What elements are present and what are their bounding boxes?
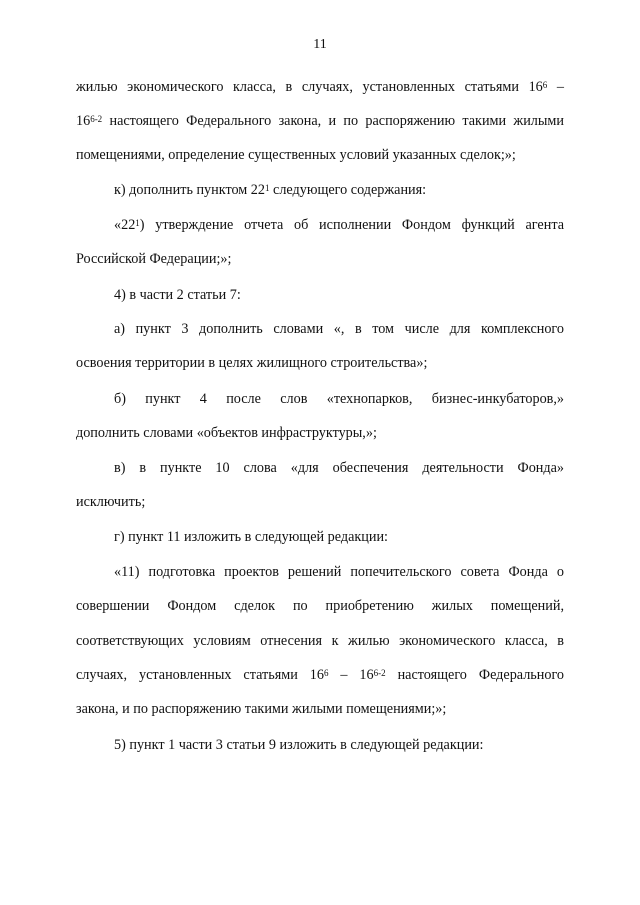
superscript: 6 bbox=[542, 79, 548, 90]
text-line bbox=[76, 424, 564, 442]
text-line bbox=[76, 354, 564, 372]
superscript: 6 bbox=[323, 667, 329, 678]
text-segment: соответствующих условиям отнесения к жилью экономического класса, в bbox=[76, 633, 564, 649]
text-segment: «22 bbox=[114, 217, 136, 233]
text-segment: исключить; bbox=[76, 494, 146, 510]
text-segment: совершении Фондом сделок по приобретению жилых помещений, bbox=[76, 598, 564, 614]
text-segment: г) пункт 11 изложить в следующей редакции: bbox=[114, 529, 388, 545]
text-line bbox=[114, 390, 564, 408]
text-line bbox=[76, 493, 564, 511]
text-line bbox=[76, 78, 564, 96]
text-segment: следующего содержания: bbox=[269, 182, 427, 198]
text-line bbox=[76, 700, 564, 718]
text-segment: дополнить словами «объектов инфраструктуры,»; bbox=[76, 425, 377, 441]
text-segment: в) в пункте 10 слова «для обеспечения деятельности Фонда» bbox=[114, 460, 564, 476]
superscript: 6-2 bbox=[90, 113, 103, 124]
text-segment: – bbox=[547, 79, 564, 95]
text-segment: б) пункт 4 после слов «технопарков, бизнес-инкубаторов,» bbox=[114, 391, 564, 407]
text-segment: к) дополнить пунктом 22 bbox=[114, 182, 265, 198]
text-line bbox=[76, 112, 564, 130]
text-segment: 16 bbox=[76, 113, 91, 129]
text-segment: освоения территории в целях жилищного строительства»; bbox=[76, 355, 428, 371]
text-segment: случаях, установленных статьями 16 bbox=[76, 667, 324, 683]
text-segment: Российской Федерации;»; bbox=[76, 251, 232, 267]
text-line bbox=[114, 320, 564, 338]
text-line bbox=[114, 528, 564, 546]
text-line bbox=[114, 181, 564, 199]
text-segment: а) пункт 3 дополнить словами «, в том числе для комплексного bbox=[114, 321, 564, 337]
text-line bbox=[114, 216, 564, 234]
text-line bbox=[76, 666, 564, 684]
text-line bbox=[114, 286, 564, 304]
text-line bbox=[114, 563, 564, 581]
page-number: 11 bbox=[313, 37, 327, 52]
text-segment: настоящего Федерального закона, и по распоряжению такими жилыми bbox=[102, 113, 564, 129]
text-segment: жилью экономического класса, в случаях, установленных статьями 16 bbox=[76, 79, 543, 95]
text-segment: 5) пункт 1 части 3 статьи 9 изложить в следующей редакции: bbox=[114, 737, 484, 753]
superscript: 1 bbox=[265, 182, 270, 193]
text-segment: закона, и по распоряжению такими жилыми помещениями;»; bbox=[76, 701, 447, 717]
text-segment: 4) в части 2 статьи 7: bbox=[114, 287, 241, 303]
text-line bbox=[76, 146, 564, 164]
text-line bbox=[114, 459, 564, 477]
text-line bbox=[76, 632, 564, 650]
text-segment: – 16 bbox=[328, 667, 374, 683]
text-segment: помещениями, определение существенных условий указанных сделок;»; bbox=[76, 147, 516, 163]
text-line bbox=[114, 736, 564, 754]
text-line bbox=[76, 250, 564, 268]
text-segment: «11) подготовка проектов решений попечительского совета Фонда о bbox=[114, 564, 564, 580]
superscript: 1 bbox=[135, 217, 140, 228]
superscript: 6-2 bbox=[373, 667, 386, 678]
text-segment: ) утверждение отчета об исполнении Фондом функций агента bbox=[139, 217, 564, 233]
text-segment: настоящего Федерального bbox=[385, 667, 565, 683]
text-line bbox=[76, 597, 564, 615]
